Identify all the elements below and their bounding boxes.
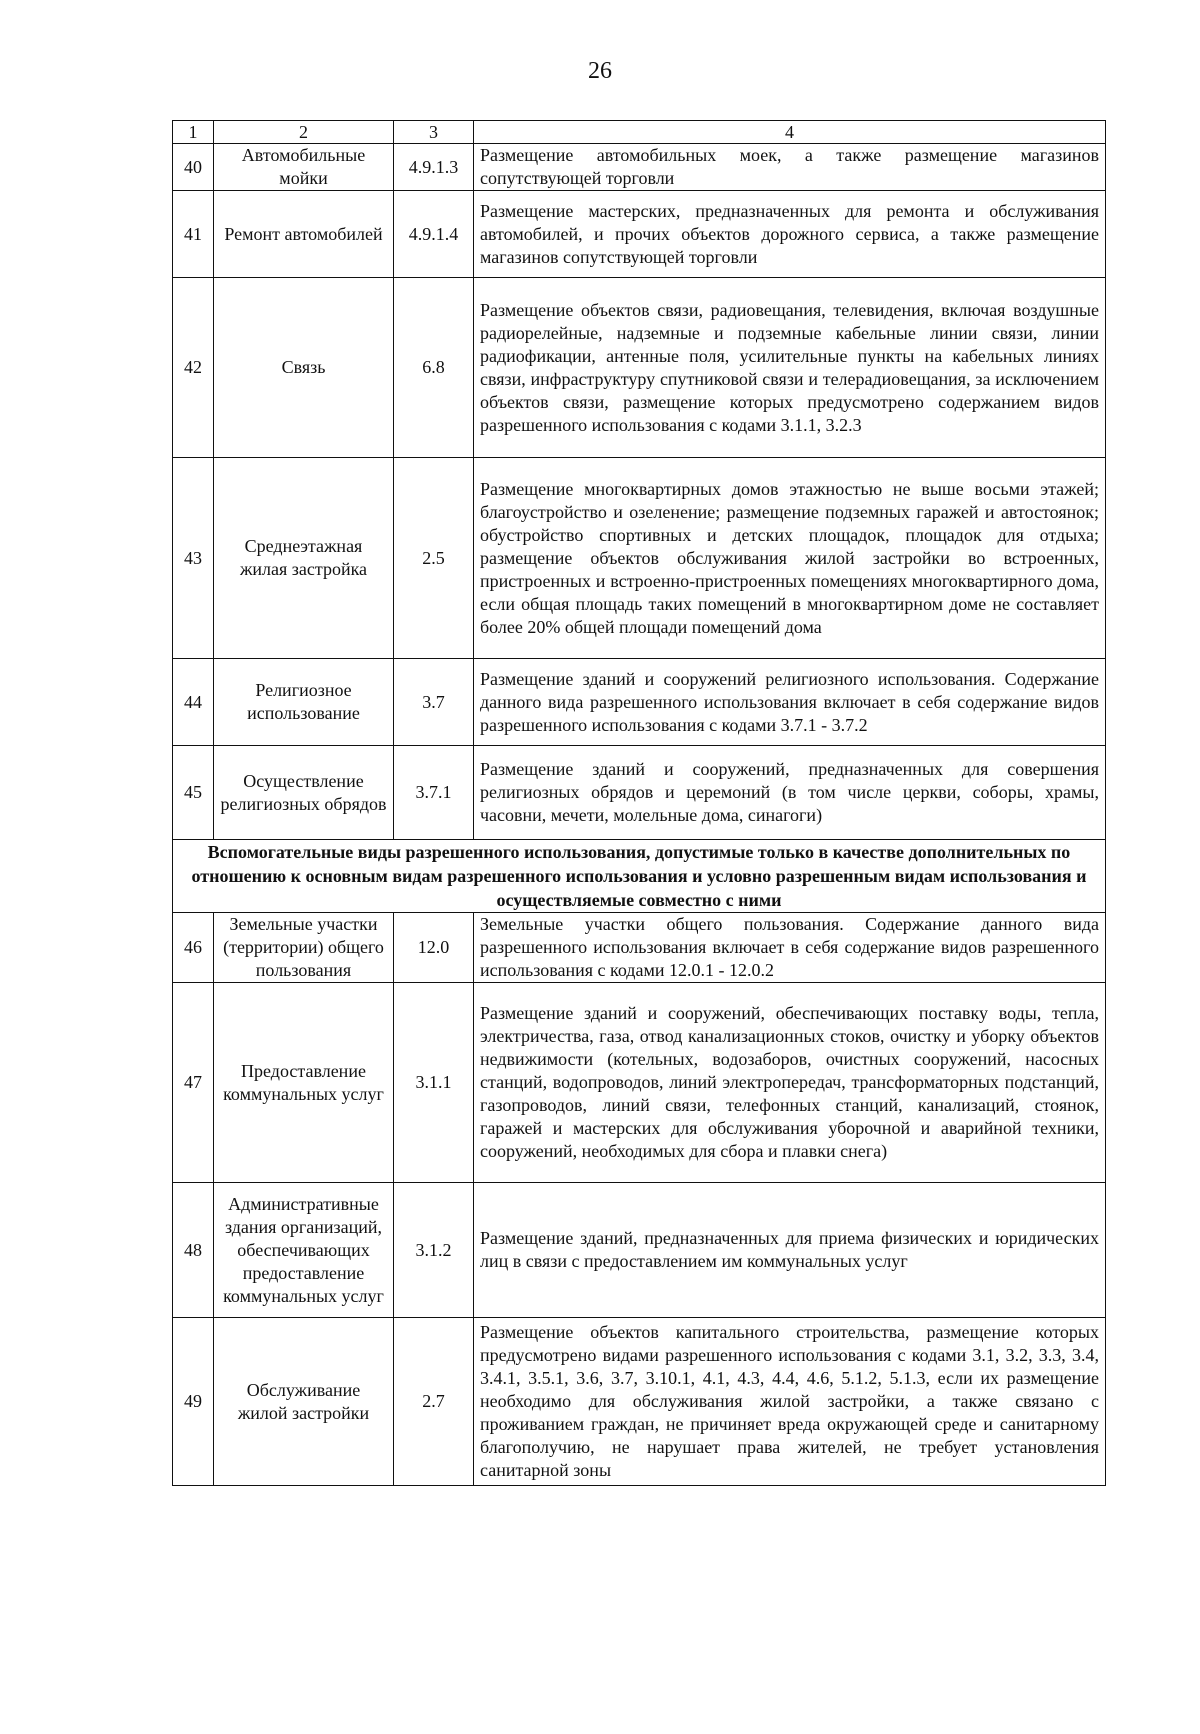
table-row [173, 278, 1106, 458]
row-number: 40 [173, 144, 214, 191]
table-row [173, 659, 1106, 746]
land-use-code: 4.9.1.4 [394, 191, 474, 278]
table-row [173, 983, 1106, 1183]
land-use-description: Размещение автомобильных моек, а также размещение магазинов сопутствующей торговли [474, 144, 1106, 191]
land-use-description: Размещение зданий и сооружений, предназначенных для совершения религиозных обрядов и церемоний (в том числе церкви, соборы, храмы, часовни, мечети, молельные дома, синагоги) [474, 746, 1106, 840]
land-use-name: Административные здания организаций, обеспечивающих предоставление коммунальных услуг [214, 1183, 394, 1318]
land-use-code: 6.8 [394, 278, 474, 458]
section-heading: Вспомогательные виды разрешенного использования, допустимые только в качестве дополнительных по отношению к основным видам разрешенного использования и условно разрешенным видам использования и осуществляемые совместно с ними [173, 840, 1106, 913]
land-use-name: Предоставление коммунальных услуг [214, 983, 394, 1183]
land-use-name: Автомобильные мойки [214, 144, 394, 191]
row-number: 41 [173, 191, 214, 278]
land-use-name: Ремонт автомобилей [214, 191, 394, 278]
table-row [173, 746, 1106, 840]
row-number: 48 [173, 1183, 214, 1318]
row-number: 42 [173, 278, 214, 458]
table-row [173, 1183, 1106, 1318]
row-number: 45 [173, 746, 214, 840]
table-row [173, 1318, 1106, 1486]
table-row [173, 913, 1106, 983]
header-row [173, 121, 1106, 144]
land-use-name: Земельные участки (территории) общего пользования [214, 913, 394, 983]
column-header-description: 4 [474, 121, 1106, 144]
land-use-code: 4.9.1.3 [394, 144, 474, 191]
land-use-name: Связь [214, 278, 394, 458]
land-use-code: 3.7.1 [394, 746, 474, 840]
land-use-code: 3.1.1 [394, 983, 474, 1183]
land-use-description: Размещение зданий и сооружений, обеспечивающих поставку воды, тепла, электричества, газа, отвод канализационных стоков, очистку и уборку объектов недвижимости (котельных, водозаборов, очистных сооружений, насосных станций, водопроводов, линий электропередач, трансформаторных подстанций, газопроводов, линий связи, телефонных станций, канализаций, стоянок, гаражей и мастерских для обслуживания уборочной и аварийной техники, сооружений, необходимых для сбора и плавки снега) [474, 983, 1106, 1183]
page-number: 26 [588, 58, 612, 84]
land-use-name: Религиозное использование [214, 659, 394, 746]
land-use-code: 3.1.2 [394, 1183, 474, 1318]
row-number: 49 [173, 1318, 214, 1486]
land-use-name: Осуществление религиозных обрядов [214, 746, 394, 840]
row-number: 47 [173, 983, 214, 1183]
section-row [173, 840, 1106, 913]
row-number: 46 [173, 913, 214, 983]
land-use-description: Размещение зданий, предназначенных для приема физических и юридических лиц в связи с предоставлением им коммунальных услуг [474, 1183, 1106, 1318]
table-row [173, 144, 1106, 191]
land-use-code: 2.5 [394, 458, 474, 659]
column-header-number: 1 [173, 121, 214, 144]
land-use-code: 12.0 [394, 913, 474, 983]
table-row [173, 191, 1106, 278]
row-number: 43 [173, 458, 214, 659]
land-use-description: Размещение объектов капитального строительства, размещение которых предусмотрено видами разрешенного использования с кодами 3.1, 3.2, 3.3, 3.4, 3.4.1, 3.5.1, 3.6, 3.7, 3.10.1, 4.1, 4.3, 4.4, 4.6, 5.1.2, 5.1.3, если их размещение необходимо для обслуживания жилой застройки, а также связано с проживанием граждан, не причиняет вреда окружающей среде и санитарному благополучию, не нарушает права жителей, не требует установления санитарной зоны [474, 1318, 1106, 1486]
land-use-name: Среднеэтажная жилая застройка [214, 458, 394, 659]
land-use-description: Земельные участки общего пользования. Содержание данного вида разрешенного использования включает в себя содержание видов разрешенного использования с кодами 12.0.1 - 12.0.2 [474, 913, 1106, 983]
land-use-description: Размещение зданий и сооружений религиозного использования. Содержание данного вида разрешенного использования включает в себя содержание видов разрешенного использования с кодами 3.7.1 - 3.7.2 [474, 659, 1106, 746]
land-use-code: 2.7 [394, 1318, 474, 1486]
land-use-table [172, 120, 1106, 1486]
land-use-description: Размещение объектов связи, радиовещания, телевидения, включая воздушные радиорелейные, надземные и подземные кабельные линии связи, линии радиофикации, антенные поля, усилительные пункты на кабельных линиях связи, инфраструктуру спутниковой связи и телерадиовещания, за исключением объектов связи, размещение которых предусмотрено содержанием видов разрешенного использования с кодами 3.1.1, 3.2.3 [474, 278, 1106, 458]
row-number: 44 [173, 659, 214, 746]
land-use-description: Размещение многоквартирных домов этажностью не выше восьми этажей; благоустройство и озеленение; размещение подземных гаражей и автостоянок; обустройство спортивных и детских площадок, площадок для отдыха; размещение объектов обслуживания жилой застройки во встроенных, пристроенных и встроенно-пристроенных помещениях многоквартирного дома, если общая площадь таких помещений в многоквартирном доме не составляет более 20% общей площади помещений дома [474, 458, 1106, 659]
column-header-code: 3 [394, 121, 474, 144]
column-header-name: 2 [214, 121, 394, 144]
land-use-description: Размещение мастерских, предназначенных для ремонта и обслуживания автомобилей, и прочих объектов дорожного сервиса, а также размещение магазинов сопутствующей торговли [474, 191, 1106, 278]
land-use-code: 3.7 [394, 659, 474, 746]
table-row [173, 458, 1106, 659]
land-use-name: Обслуживание жилой застройки [214, 1318, 394, 1486]
